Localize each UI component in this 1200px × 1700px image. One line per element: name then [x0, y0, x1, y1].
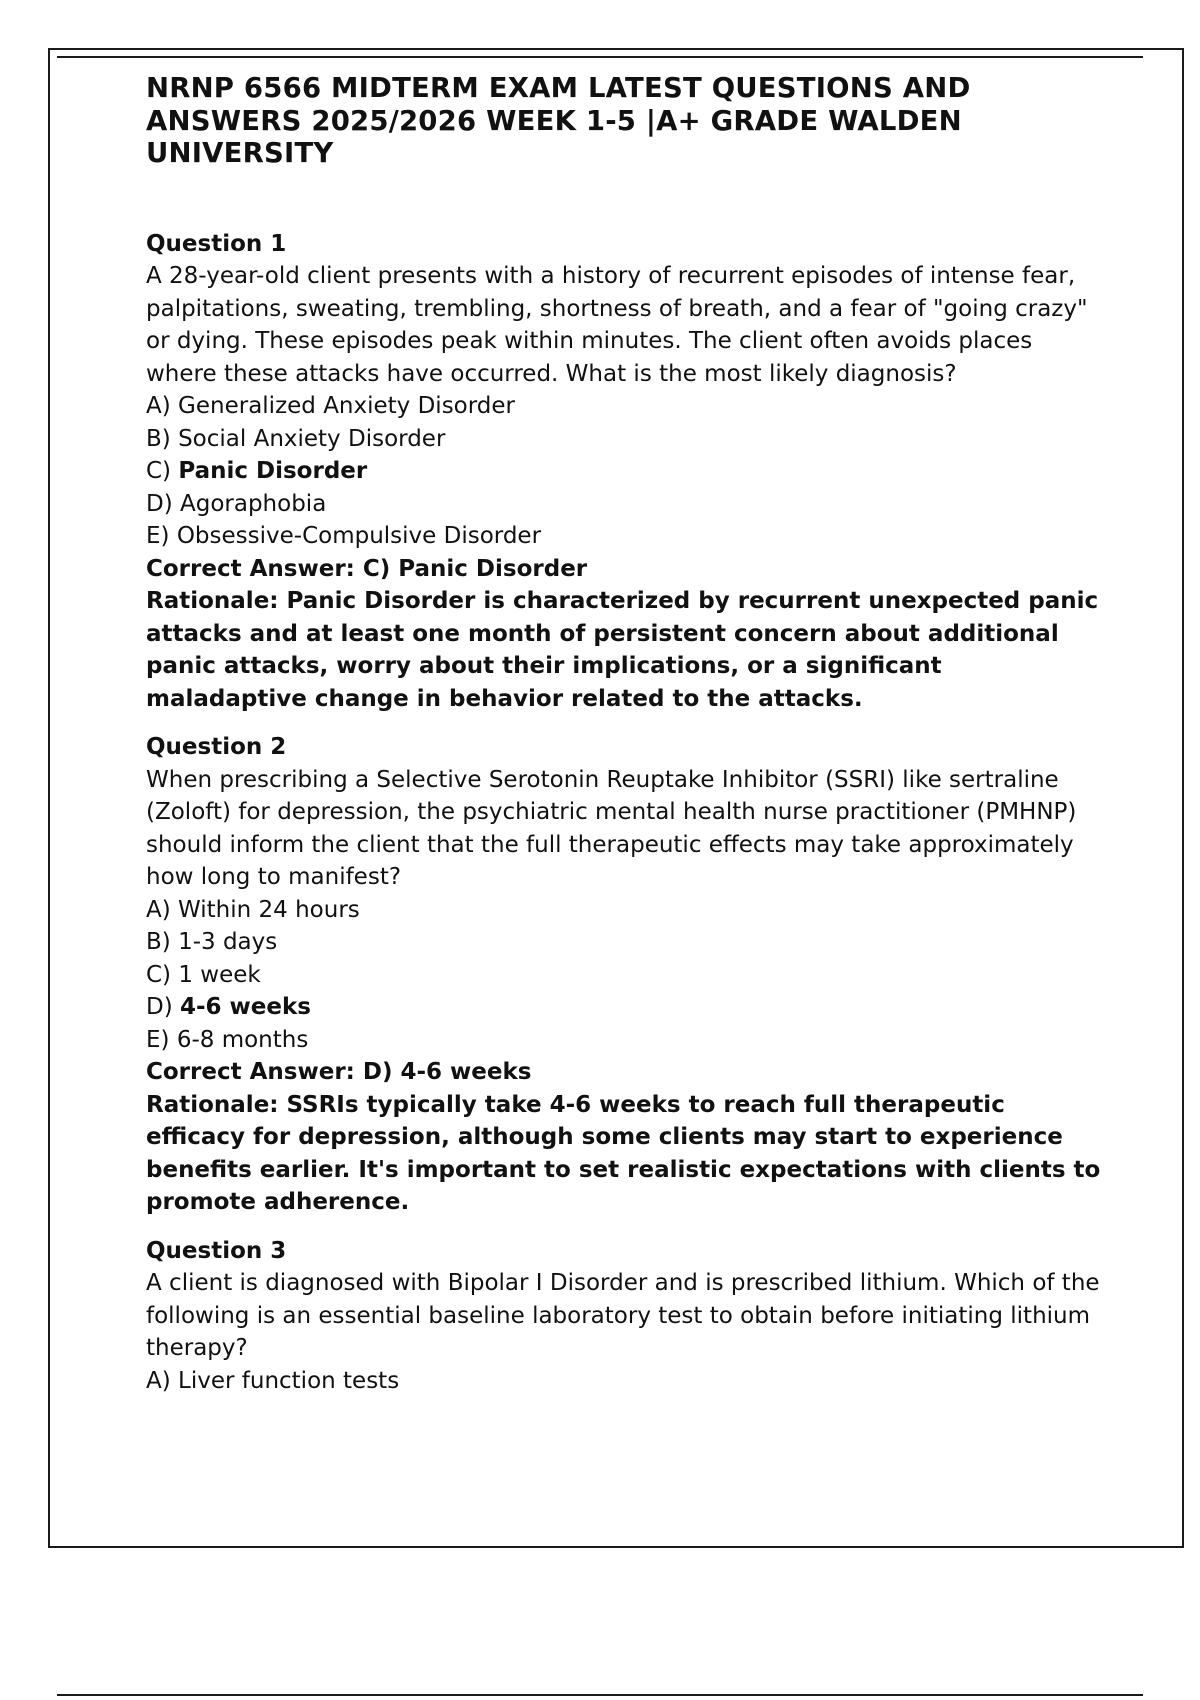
question-stem: A 28-year-old client presents with a history of recurrent episodes of intense fear, palpitations, sweating, trembling, shortness of breath, and a fear of "going crazy" or dying. These episodes peak within minutes. The client often avoids places where these attacks have occurred. What is the most likely diagnosis?	[146, 263, 1088, 387]
header-rule	[57, 56, 1143, 58]
option-text: Within 24 hours	[178, 896, 360, 923]
option-text-correct: Panic Disorder	[178, 458, 368, 484]
answer-option-a	[146, 390, 1106, 423]
correct-answer: Correct Answer: C) Panic Disorder	[146, 555, 588, 582]
question-block-2	[146, 731, 1106, 1219]
option-letter: A)	[146, 896, 171, 923]
document-title: NRNP 6566 MIDTERM EXAM LATEST QUESTIONS AND ANSWERS 2025/2026 WEEK 1-5 |A+ GRADE WALDEN UNIVERSITY	[146, 72, 971, 169]
option-text: Agoraphobia	[180, 490, 327, 517]
footer-rule	[57, 1694, 1143, 1696]
option-text: Generalized Anxiety Disorder	[178, 393, 516, 419]
document-body	[146, 72, 1106, 1397]
option-letter: A)	[146, 393, 171, 419]
option-letter: B)	[146, 425, 171, 452]
option-text: Obsessive-Compulsive Disorder	[176, 523, 542, 549]
question-block-1	[146, 228, 1106, 716]
question-heading: Question 1	[146, 230, 287, 257]
option-letter: E)	[146, 1026, 170, 1053]
question-heading: Question 2	[146, 734, 287, 760]
option-text: Liver function tests	[178, 1367, 400, 1394]
question-stem: A client is diagnosed with Bipolar I Disorder and is prescribed lithium. Which of the following is an essential baseline laboratory test to obtain before initiating lithium therapy?	[146, 1270, 1100, 1361]
rationale: Rationale: SSRIs typically take 4-6 weeks to reach full therapeutic efficacy for depression, although some clients may start to experience benefits earlier. It's important to set realistic expectations with clients to promote adherence.	[146, 1091, 1101, 1215]
answer-option-b	[146, 423, 1106, 456]
question-heading: Question 3	[146, 1237, 287, 1264]
option-letter: A)	[146, 1367, 171, 1394]
correct-answer: Correct Answer: D) 4-6 weeks	[146, 1059, 532, 1085]
answer-option-b	[146, 926, 1106, 959]
answer-option-a	[146, 894, 1106, 927]
option-text: 1-3 days	[178, 929, 278, 955]
option-letter: E)	[146, 523, 170, 549]
answer-option-d	[146, 991, 1106, 1024]
option-letter: D)	[146, 490, 173, 517]
question-stem: When prescribing a Selective Serotonin Reuptake Inhibitor (SSRI) like sertraline (Zoloft) for depression, the psychiatric mental health nurse practitioner (PMHNP) should inform the client that the full therapeutic effects may take approximately how long to manifest?	[146, 766, 1077, 890]
option-letter: C)	[146, 458, 172, 484]
option-text: 1 week	[178, 961, 261, 988]
option-letter: B)	[146, 929, 171, 955]
answer-option-c	[146, 959, 1106, 992]
answer-option-d	[146, 488, 1106, 521]
option-letter: C)	[146, 961, 172, 988]
answer-option-a	[146, 1365, 1106, 1398]
answer-option-c	[146, 455, 1106, 488]
option-text: 6-8 months	[176, 1026, 309, 1053]
option-text-correct: 4-6 weeks	[180, 994, 311, 1020]
option-text: Social Anxiety Disorder	[178, 425, 446, 452]
rationale: Rationale: Panic Disorder is characterized by recurrent unexpected panic attacks and at least one month of persistent concern about additional panic attacks, worry about their implications, or a significant maladaptive change in behavior related to the attacks.	[146, 588, 1099, 712]
answer-option-e	[146, 520, 1106, 553]
answer-option-e	[146, 1024, 1106, 1057]
option-letter: D)	[146, 994, 173, 1020]
question-block-3	[146, 1235, 1106, 1398]
